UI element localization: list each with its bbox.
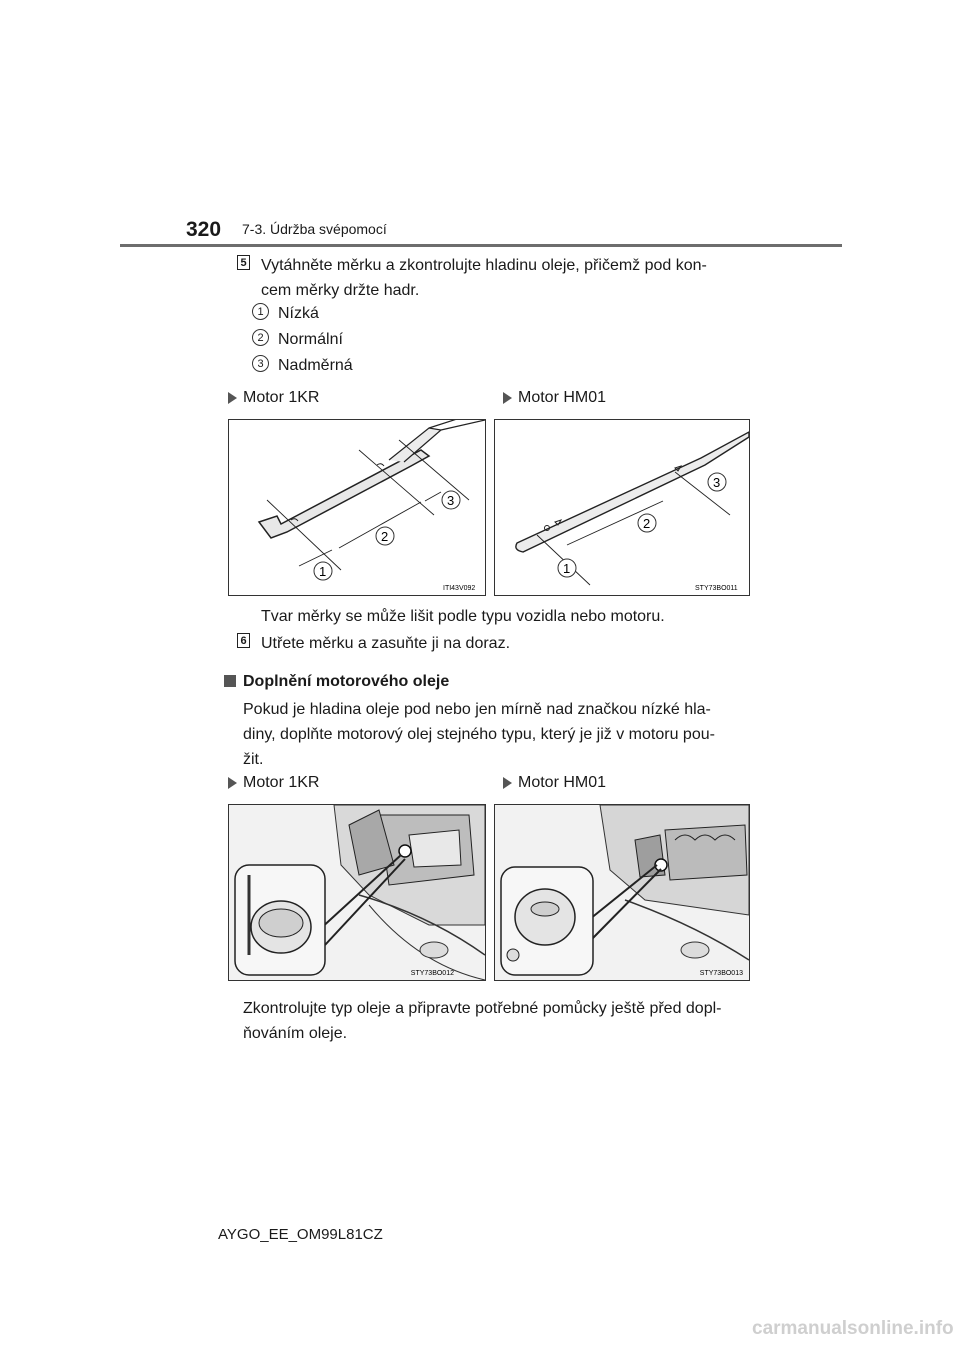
engine-figure-1kr <box>228 804 486 981</box>
header-rule <box>120 244 842 247</box>
level-1-label: Nízká <box>278 305 319 322</box>
document-code: AYGO_EE_OM99L81CZ <box>218 1226 383 1243</box>
dipstick-hm01-label-2: 2 <box>643 516 651 531</box>
final-paragraph-line2: ňováním oleje. <box>243 1025 348 1042</box>
level-1-marker: 1 <box>252 303 269 320</box>
refill-heading: Doplnění motorového oleje <box>243 673 450 690</box>
dipstick-1kr-label-1: 1 <box>319 564 327 579</box>
dipstick-hm01-label-1: 1 <box>563 561 571 576</box>
page-number: 320 <box>186 218 222 241</box>
step-5-text-line2: cem měrky držte hadr. <box>261 282 420 299</box>
engine-caption-left: Motor 1KR <box>243 774 320 791</box>
dipstick-1kr-illustration <box>229 420 485 595</box>
dipstick-figure-hm01 <box>494 419 750 596</box>
caption-arrow-icon <box>503 777 512 789</box>
level-3-label: Nadměrná <box>278 357 353 374</box>
level-3-marker: 3 <box>252 355 269 372</box>
refill-paragraph-line1: Pokud je hladina oleje pod nebo jen mírně nad značkou nízké hla- <box>243 701 711 718</box>
step-6-badge: 6 <box>237 633 250 648</box>
dipstick-hm01-fig-code: STY73BO011 <box>695 585 738 592</box>
final-paragraph-line1: Zkontrolujte typ oleje a připravte potřebné pomůcky ještě před dopl- <box>243 1000 722 1017</box>
caption-arrow-icon <box>228 777 237 789</box>
refill-paragraph-line2: diny, doplňte motorový olej stejného typu, který je již v motoru pou- <box>243 726 715 743</box>
section-title: 7-3. Údržba svépomocí <box>242 221 387 237</box>
caption-arrow-icon <box>228 392 237 404</box>
dipstick-note: Tvar měrky se může lišit podle typu vozidla nebo motoru. <box>261 608 665 625</box>
dipstick-caption-right: Motor HM01 <box>518 389 607 406</box>
level-2-marker: 2 <box>252 329 269 346</box>
dipstick-hm01-label-3: 3 <box>713 475 721 490</box>
caption-arrow-icon <box>503 392 512 404</box>
engine-1kr-fig-code: STY73BO012 <box>410 970 454 977</box>
engine-figure-hm01 <box>494 804 750 981</box>
engine-caption-right: Motor HM01 <box>518 774 607 791</box>
dipstick-figure-1kr <box>228 419 486 596</box>
dipstick-1kr-label-3: 3 <box>447 493 455 508</box>
dipstick-hm01-illustration <box>495 420 749 595</box>
dipstick-1kr-label-2: 2 <box>381 529 389 544</box>
engine-1kr-illustration <box>229 805 485 980</box>
dipstick-caption-left: Motor 1KR <box>243 389 320 406</box>
engine-hm01-fig-code: STY73BO013 <box>699 970 743 977</box>
watermark: carmanualsonline.info <box>752 1318 954 1339</box>
step-5-badge: 5 <box>237 255 250 270</box>
dipstick-1kr-fig-code: ITI43V092 <box>443 585 476 592</box>
step-6-text: Utřete měrku a zasuňte ji na doraz. <box>261 635 511 652</box>
step-5-text-line1: Vytáhněte měrku a zkontrolujte hladinu oleje, přičemž pod kon- <box>261 257 707 274</box>
refill-paragraph-line3: žit. <box>243 751 264 768</box>
engine-hm01-illustration <box>495 805 749 980</box>
section-square-icon <box>224 675 236 687</box>
level-2-label: Normální <box>278 331 343 348</box>
